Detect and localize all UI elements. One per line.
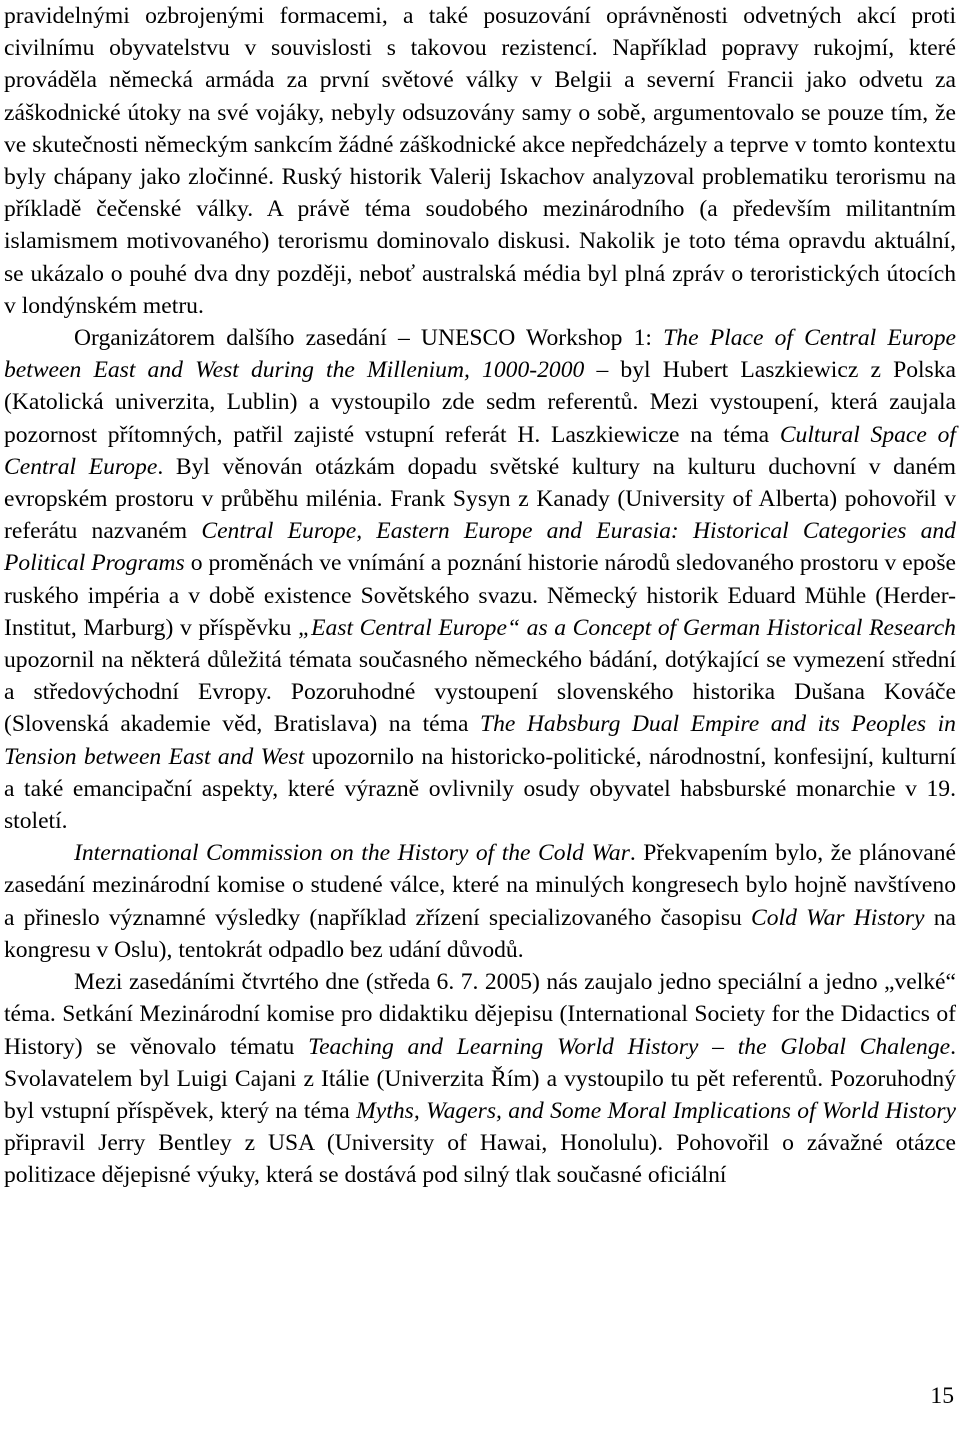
italic-title: The Habsburg Dual Empire and its Peoples in Tension between East and West [4, 711, 956, 770]
text-segment: připravil Jerry Bentley z USA (University of Hawai, Honolulu). Pohovořil o závažné otázce politizace dějepisné výuky, která se dostává pod silný tlak současné oficiální [4, 1130, 956, 1189]
text-segment: . Svolavatelem byl Luigi Cajani z Itálie (Univerzita Řím) a vystoupilo tu pět referentů. Pozoruhodný byl vstupní příspěvek, který na téma [4, 1033, 956, 1124]
text-segment: – byl Hubert Laszkiewicz z Polska (Katolická univerzita, Lublin) a vystoupilo zde sedm referentů. Mezi vystoupení, která zaujala pozornost přítomných, patřil zajisté vstupní referát H. Laszkiewicze na téma [4, 357, 956, 448]
italic-title: Teaching and Learning World History – the Global Chalenge [308, 1033, 951, 1060]
text-segment: na kongresu v Oslu), tentokrát odpadlo bez udání důvodů. [4, 904, 956, 963]
paragraph-1 [4, 0, 956, 322]
paragraph-2 [4, 322, 956, 837]
italic-title: Central Europe, Eastern Europe and Eurasia: Historical Categories and Political Programs [4, 518, 956, 577]
italic-title: „East Central Europe“ as a Concept of German Historical Research [298, 614, 956, 641]
text-segment: upozornil na některá důležitá témata současného německého bádání, dotýkající se vymezení střední a středovýchodní Evropy. Pozoruhodné vystoupení slovenského historika Dušana Kováče (Slovenská akademie věd, Bratislava) na téma [4, 647, 956, 738]
text-segment: upozornilo na historicko-politické, národnostní, konfesijní, kulturní a také emancipační aspekty, které výrazně ovlivnily osudy obyvatel habsburské monarchie v 19. století. [4, 743, 956, 835]
document-body [4, 0, 956, 1192]
paragraph-4 [4, 966, 956, 1191]
italic-title: Myths, Wagers, and Some Moral Implications of World History [356, 1097, 956, 1124]
text-segment: . Překvapením bylo, že plánované zasedání mezinárodní komise o studené válce, které na minulých kongresech bylo hojně navštíveno a přineslo významné výsledky (například zřízení specializovaného časopisu [4, 840, 957, 931]
text-segment: o proměnách ve vnímání a poznání historie národů sledovaného prostoru v epoše ruského impéria a v době existence Sovětského svazu. Německý historik Eduard Mühle (Herder-Institut, Marburg) v příspěvku [4, 550, 956, 641]
italic-title: International Commission on the History of the Cold War [74, 840, 630, 867]
italic-title: Cultural Space of Central Europe [4, 421, 956, 480]
page-number: 15 [930, 1383, 954, 1409]
text-segment: Organizátorem dalšího zasedání – UNESCO Workshop 1: [74, 325, 664, 352]
text-segment: pravidelnými ozbrojenými formacemi, a také posuzování oprávněnosti odvetných akcí proti civilnímu obyvatelstvu v souvislosti s takovou rezistencí. Například popravy rukojmí, které prováděla německá armáda za první světové války v Belgii a severní Francii jako odvetu za záškodnické útoky na své vojáky, nebyly odsuzovány samy o sobě, argumentovalo se pouze tím, že ve skutečnosti německým sankcím žádné záškodnické akce nepředcházely a teprve v tomto kontextu byly chápany jako zločinné. Ruský historik Valerij Iskachov analyzoval problematiku terorismu na příkladě čečenské války. A právě téma soudobého mezinárodního (a především militantním islamismem motivovaného) terorismu dominovalo diskusi. Nakolik je toto téma opravdu aktuální, se ukázalo o pouhé dva dny později, neboť australská média byl plná zpráv o teroristických útocích v londýnském metru. [4, 3, 956, 319]
text-segment: Mezi zasedáními čtvrtého dne (středa 6. 7. 2005) nás zaujalo jedno speciální a jedno „velké“ téma. Setkání Mezinárodní komise pro didaktiku dějepisu (International Society for the Didactics of History) se věnovalo tématu [4, 969, 956, 1060]
text-segment: . Byl věnován otázkám dopadu světské kultury na kulturu duchovní v daném evropském prostoru v průběhu milénia. Frank Sysyn z Kanady (University of Alberta) pohovořil v referátu nazvaném [4, 453, 957, 545]
paragraph-3 [4, 837, 956, 966]
italic-title: Cold War History [751, 904, 925, 931]
italic-title: The Place of Central Europe between East and West during the Millenium, 1000-2000 [4, 325, 956, 384]
